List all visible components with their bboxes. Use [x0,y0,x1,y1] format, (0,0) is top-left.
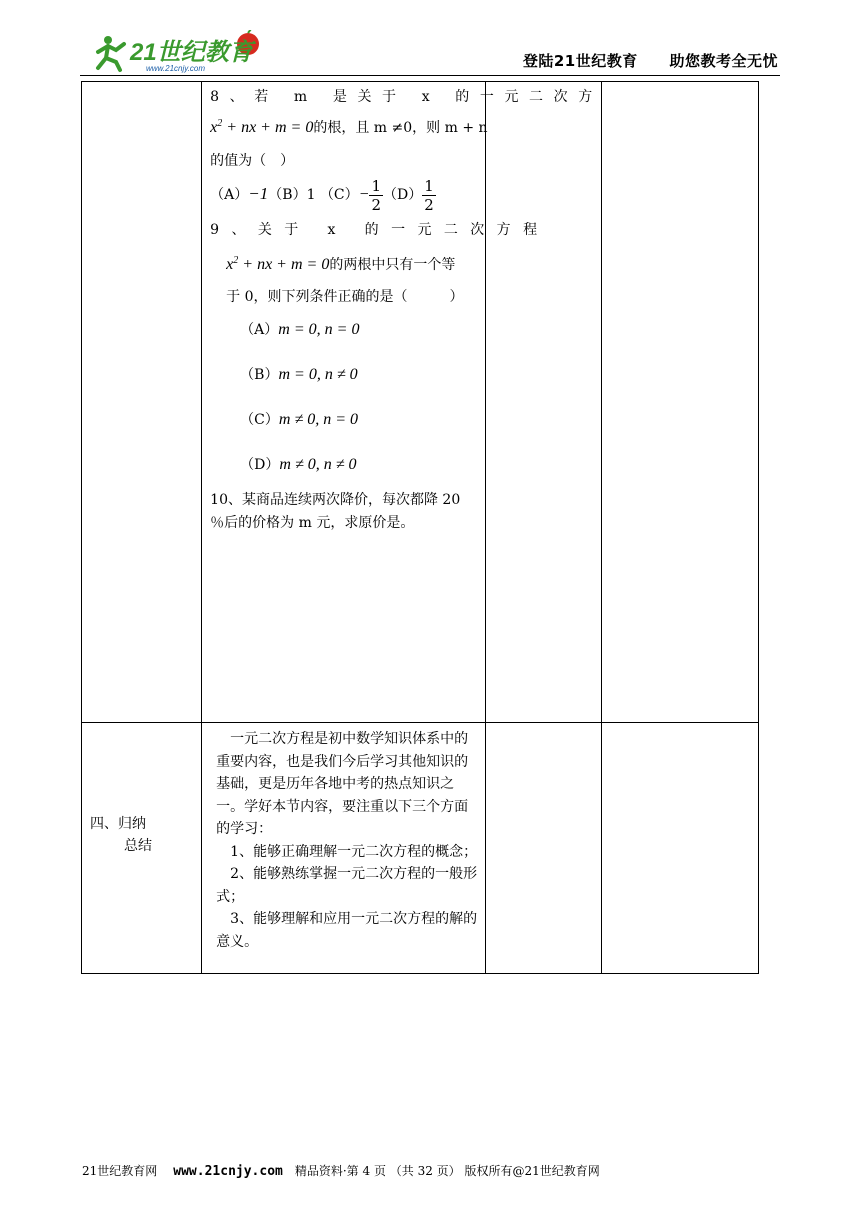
page-footer [82,1162,600,1179]
summary-label-cell [82,723,202,974]
q9-line2: $x^2$ + nx + m = 0的两根中只有一个等 [226,255,456,273]
table-row-exercises [82,82,759,723]
fraction-half: $\frac{1}{2}$ [371,176,381,214]
q10-line2: ％后的价格为 m 元，求原价是。 [210,515,415,531]
q9-option-b: （B）m = 0, n ≠ 0 [240,366,358,383]
student-activity-cell [601,82,758,723]
logo-21cnjy [90,30,280,74]
summary-student-cell [601,723,758,974]
svg-text:21世纪教育: 21世纪教育 [130,39,253,66]
footer-site-name: 21世纪教育网 [82,1164,158,1178]
q8-line1: 8、若 m 是关于 x 的一元二次方 [210,89,603,105]
summary-text: 一元二次方程是初中数学知识体系中的重要内容，也是我们今后学习其他知识的基础，更是历年各地中考的热点知识之一。学好本节内容，要注重以下三个方面的学习： 1、能够正确理解一元二次方程的概念； 2、能够熟练掌握一元二次方程的一般形式； 3、能够理解和应用一元二次方程的解的意义。 [216,731,478,950]
q9-line3: 于 0，则下列条件正确的是（ ） [226,289,464,305]
stage-cell [82,82,202,723]
q10-line1: 10、某商品连续两次降价，每次都降 20 [210,492,461,508]
q8-equation: $x^2$ + nx + m = 0 [210,118,314,136]
content-cell [202,82,603,723]
lesson-table [81,81,759,974]
summary-label: 四、归纳 总结 [90,816,152,854]
q9-option-a: （A）m = 0, n = 0 [240,321,360,338]
header-divider [80,75,780,76]
q9-option-d: （D）m ≠ 0, n ≠ 0 [240,456,357,473]
slogan-left: 登陆21世纪教育 [522,52,638,70]
q9-option-c: （C）m ≠ 0, n = 0 [240,411,359,428]
page-header [80,28,780,76]
q8-line2: $x^2$ + nx + m = 0的根，且 m ≠0，则 m + n [210,118,488,136]
q9-line1: 9、关于 x 的一元二次方程 [210,222,550,238]
header-slogan [497,50,778,71]
summary-teacher-cell [485,723,601,974]
q9-equation: $x^2$ + nx + m = 0 [226,255,330,273]
q8-options: （A）−1（B）1 （C）− $\frac{1}{2}$ （D） $\frac{1}{2}$ [210,176,434,214]
fraction-half: $\frac{1}{2}$ [424,176,434,214]
svg-text:www.21cnjy.com: www.21cnjy.com [146,64,205,73]
q8-line3: 的值为（ ） [210,153,295,169]
footer-site-url[interactable]: www.21cnjy.com [173,1164,283,1179]
footer-page-info: 精品资料·第 4 页 （共 32 页） 版权所有@21世纪教育网 [294,1164,600,1178]
table-row-summary [82,723,759,974]
slogan-right: 助您教考全无忧 [669,52,778,70]
summary-content-cell [202,723,485,974]
teacher-activity-cell [485,82,601,723]
